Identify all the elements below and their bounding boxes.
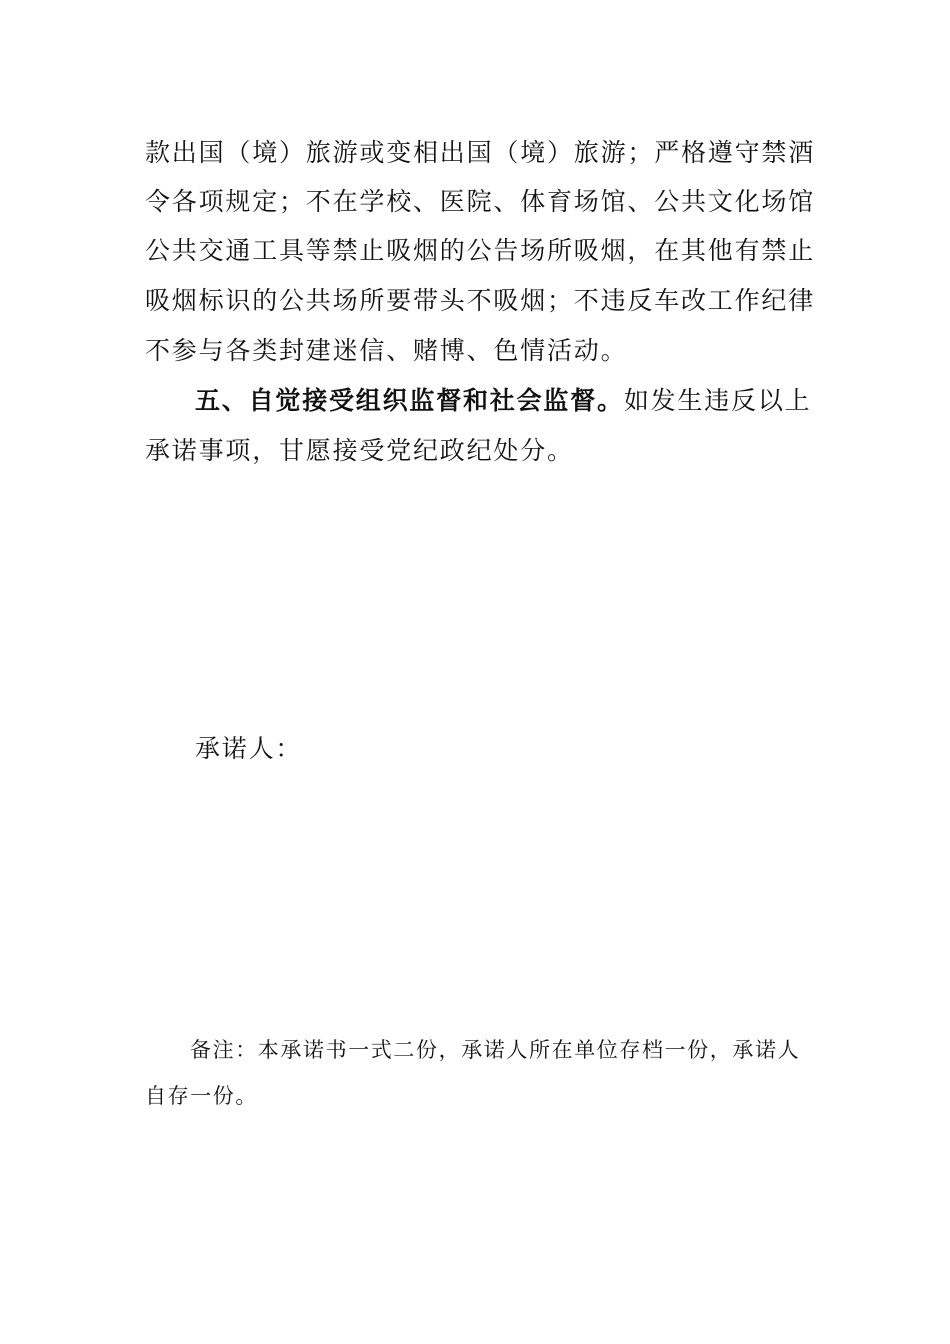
paragraph-4-line-2: 令各项规定；不在学校、医院、体育场馆、公共文化场馆 [145,187,816,216]
note-line-1: 备注：本承诺书一式二份，承诺人所在单位存档一份，承诺人 [190,1038,801,1062]
note-line-2: 自存一份。 [145,1084,258,1108]
paragraph-5-line-2: 承诺事项，甘愿接受党纪政纪处分。 [145,436,574,465]
paragraph-5-line-1 [195,385,810,417]
paragraph-5-heading: 五、自觉接受组织监督和社会监督。 [195,386,624,415]
paragraph-4-line-3: 公共交通工具等禁止吸烟的公告场所吸烟，在其他有禁止 [145,236,816,265]
paragraph-4-line-4: 吸烟标识的公共场所要带头不吸烟；不违反车改工作纪律 [145,286,816,315]
paragraph-4-line-1: 款出国（境）旅游或变相出国（境）旅游；严格遵守禁酒 [145,138,816,167]
paragraph-4-line-5: 不参与各类封建迷信、赌博、色情活动。 [145,336,628,365]
signature-label: 承诺人： [195,734,303,763]
paragraph-5-line-1-rest: 如发生违反以上 [623,386,812,415]
